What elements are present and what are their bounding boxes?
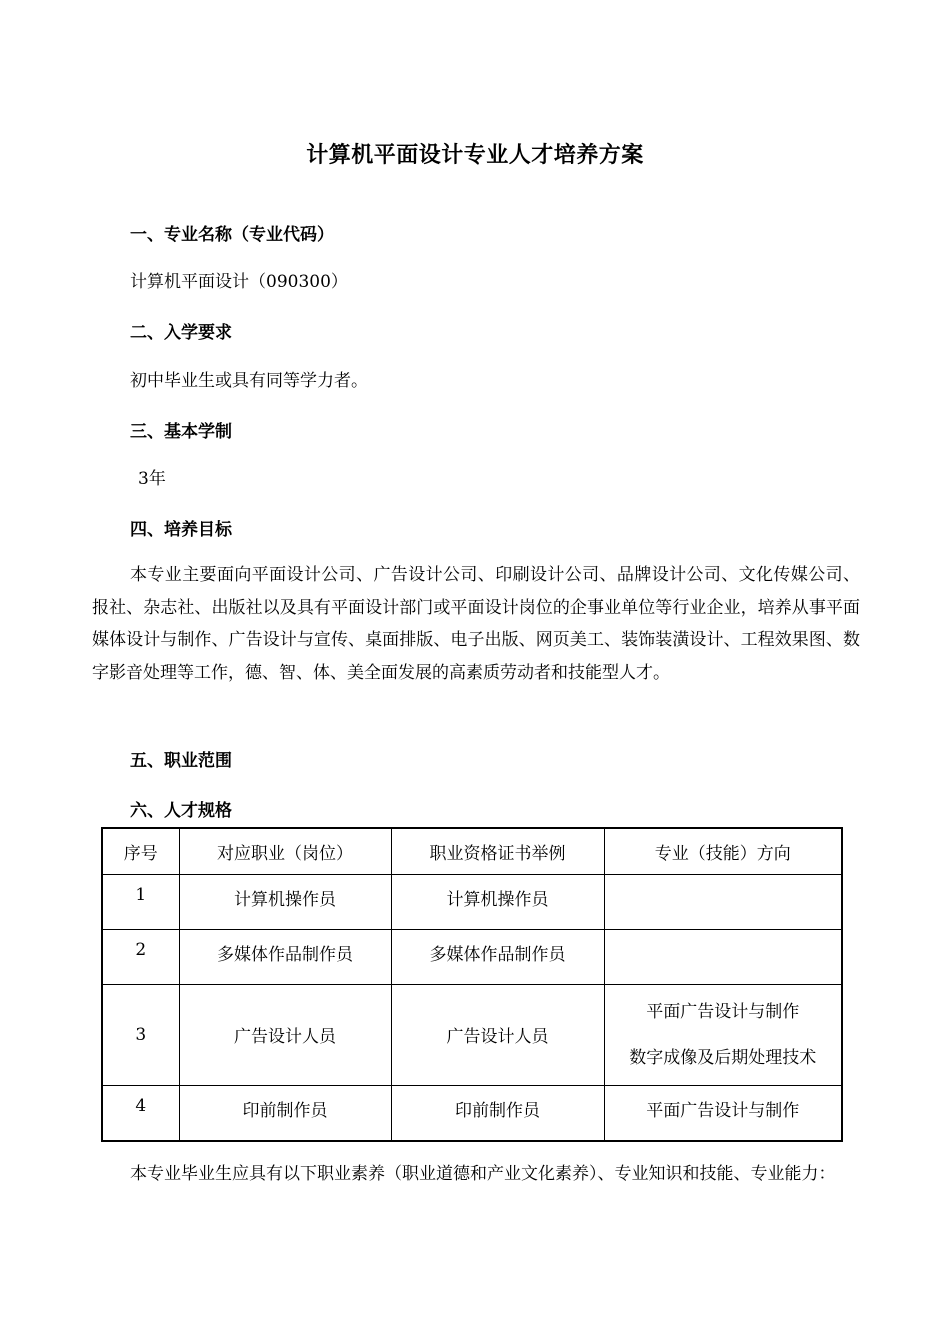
objective-paragraph: 本专业主要面向平面设计公司、广告设计公司、印刷设计公司、品牌设计公司、文化传媒公司、报社、杂志社、出版社以及具有平面设计部门或平面设计岗位的企事业单位等行业企业，培养从事平面媒体设计与制作、广告设计与宣传、桌面排版、电子出版、网页美工、装饰装潢设计、工程效果图、数字影音处理等工作，德、智、体、美全面发展的高素质劳动者和技能型人才。 xyxy=(92,565,860,683)
closing-paragraph: 本专业毕业生应具有以下职业素养（职业道德和产业文化素养）、专业知识和技能、专业能力： xyxy=(130,1164,836,1184)
cell-job: 广告设计人员 xyxy=(179,984,391,1085)
cell-no: 3 xyxy=(102,984,179,1085)
duration-text: 3年 xyxy=(138,469,166,489)
cell-direction xyxy=(604,874,842,929)
section-heading-talent-spec: 六、人才规格 xyxy=(130,801,232,821)
cell-direction xyxy=(604,984,842,1085)
section-heading-objective: 四、培养目标 xyxy=(130,520,232,540)
cell-cert: 计算机操作员 xyxy=(391,874,604,929)
section-heading-admission: 二、入学要求 xyxy=(130,323,232,343)
table-row xyxy=(102,874,842,929)
talent-spec-table xyxy=(101,827,843,1142)
section-heading-duration: 三、基本学制 xyxy=(130,422,232,442)
header-no: 序号 xyxy=(102,828,179,874)
table-header-row xyxy=(102,828,842,874)
header-cert: 职业资格证书举例 xyxy=(391,828,604,874)
header-job: 对应职业（岗位） xyxy=(179,828,391,874)
section-heading-major-name: 一、专业名称（专业代码） xyxy=(130,225,334,245)
direction-line: 数字成像及后期处理技术 xyxy=(629,1047,817,1068)
admission-text: 初中毕业生或具有同等学力者。 xyxy=(130,371,368,391)
cell-job: 计算机操作员 xyxy=(179,874,391,929)
cell-direction: 平面广告设计与制作 xyxy=(604,1085,842,1141)
table-row xyxy=(102,929,842,984)
cell-cert: 印前制作员 xyxy=(391,1085,604,1141)
table-row xyxy=(102,984,842,1085)
cell-job: 印前制作员 xyxy=(179,1085,391,1141)
cell-job: 多媒体作品制作员 xyxy=(179,929,391,984)
direction-line: 平面广告设计与制作 xyxy=(646,1001,800,1022)
table-row xyxy=(102,1085,842,1141)
cell-cert: 多媒体作品制作员 xyxy=(391,929,604,984)
cell-cert: 广告设计人员 xyxy=(391,984,604,1085)
page-title: 计算机平面设计专业人才培养方案 xyxy=(306,143,644,168)
header-direction: 专业（技能）方向 xyxy=(604,828,842,874)
major-name-text: 计算机平面设计（090300） xyxy=(130,272,348,292)
section-heading-career-scope: 五、职业范围 xyxy=(130,751,232,771)
cell-no: 4 xyxy=(102,1085,179,1141)
cell-no: 2 xyxy=(102,929,179,984)
cell-direction xyxy=(604,929,842,984)
cell-no: 1 xyxy=(102,874,179,929)
